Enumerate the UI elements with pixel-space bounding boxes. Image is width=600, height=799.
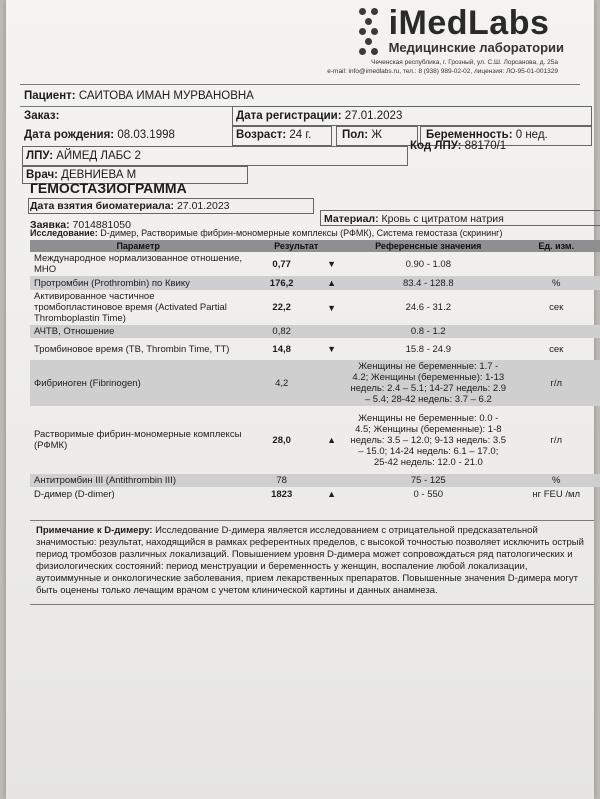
down-arrow-icon: ▼ (327, 302, 337, 313)
table-row: Протромбин (Prothrombin) по Квику 176,2 ▲ 83.4 - 128.8 % (30, 276, 600, 290)
age-field: Возраст: 24 г. (236, 129, 312, 141)
table-row: D-димер (D-dimer) 1823 ▲ 0 - 550 нг FEU /мл (34, 488, 581, 500)
up-arrow-icon: ▲ (327, 435, 337, 445)
table-row: Антитромбин III (Antithrombin III) 78 75 - 125 % (30, 474, 600, 487)
birth-date: Дата рождения: 08.03.1998 (24, 129, 175, 141)
down-arrow-icon: ▼ (327, 259, 337, 269)
lab-logo (357, 4, 564, 64)
patient-row: Пациент: САИТОВА ИМАН МУРВАНОВНА (24, 90, 254, 102)
dna-logo-icon (357, 4, 383, 64)
document-sheet (6, 0, 594, 799)
material-field: Материал: Кровь с цитратом натрия (324, 213, 504, 225)
field-box (320, 210, 600, 226)
study-field: Исследование: D-димер, Растворимые фибрин-мономерные комплексы (РФМК), Система гемостаза (скрининг) (30, 228, 503, 238)
up-arrow-icon: ▲ (317, 276, 346, 290)
col-result: Результат (246, 240, 346, 252)
order-field: Заказ: (24, 110, 60, 122)
down-arrow-icon: ▼ (327, 344, 337, 354)
table-row: Международное нормализованное отношение, МНО 0,77 ▼ 0.90 - 1.08 (34, 253, 451, 275)
results-table (30, 240, 600, 501)
field-box (28, 198, 314, 214)
divider (30, 520, 594, 521)
sample-date: Дата взятия биоматериала: 27.01.2023 (30, 200, 230, 212)
pregnancy-field: Беременность: 0 нед. (426, 129, 548, 141)
registration-date: Дата регистрации: 27.01.2023 (236, 110, 403, 122)
doctor-field: Врач: ДЕВНИЕВА М (26, 169, 137, 181)
sex-field: Пол: Ж (342, 129, 382, 141)
table-row: Растворимые фибрин-мономерные комплексы (РФМК) 28,0 ▲ Женщины не беременные: 0.0 - 4.5; Женщины (беременные): 1-8 недель: 3.5 – 12.0; 9-13 недель: 3.5 – 15.0; 14-24 недель: 6.1 – 17.0; 25-42 недель: 12.0 - 21.0 г/л (30, 406, 600, 474)
col-reference: Референсные значения (346, 240, 510, 252)
col-unit: Ед. изм. (510, 240, 600, 252)
table-row: Фибриноген (Fibrinogen) 4,2 Женщины не беременные: 1.7 - 4.2; Женщины (беременные): 1-13 недель: 2.4 – 5.1; 14-27 недель: 2.9 – 5.4; 28-42 недель: 3.7 – 6.2 г/л (30, 360, 600, 406)
d-dimer-note: Примечание к D-димеру: Исследование D-димера является исследованием с отрицательной предсказательной значимостью: результат, находящийся в рамках референтных пределов, с высокой точностью позволяет исключить острый период тромбозов различных локализаций. Повышением уровня D-димера может сопровождаться ряд патологических и физиологических состояний: период менструации и беременность у женщин, воспаление любой локализации, аутоиммунные и онкологические заболевания, прием лекарственных препаратов. Повышенные значения D-димера могут быть оценены только лечащим врачом с учетом клинической картины и данных анамнеза. (36, 525, 584, 596)
field-box (232, 106, 592, 126)
divider (20, 84, 580, 85)
brand-name: iMedLabs (388, 4, 550, 42)
lpu-code-field: Код ЛПУ: 88170/1 (410, 140, 507, 152)
table-row: Тромбиновое время (ТВ, Thrombin Time, TT) 14,8 ▼ 15.8 - 24.9 сек (30, 338, 600, 360)
field-box (22, 146, 408, 166)
report-title: ГЕМОСТАЗИОГРАММА (30, 180, 187, 196)
divider (30, 604, 594, 605)
up-arrow-icon: ▲ (327, 489, 337, 499)
request-number: Заявка: 7014881050 (30, 219, 131, 231)
table-row: Активированное частичное тромбопластиновое время (Activated Partial Thromboplastin Time) 22,2 ▼ 24.6 - 31.2 сек (34, 291, 564, 324)
lab-address: Чеченская республика, г. Грозный, ул. С.Ш. Лорсанова, д. 25а e-mail: info@imedlabs.ru, тел.: 8 (938) 989-02-02, лицензия: ЛО-95-01-001329 (327, 59, 558, 75)
brand-subtitle: Медицинские лаборатории (388, 40, 564, 55)
col-parameter: Параметр (30, 240, 246, 252)
table-header (30, 240, 600, 252)
table-row: АЧТВ, Отношение 0,82 0.8 - 1.2 (30, 325, 600, 338)
lpu-field: ЛПУ: АЙМЕД ЛАБС 2 (26, 150, 141, 162)
